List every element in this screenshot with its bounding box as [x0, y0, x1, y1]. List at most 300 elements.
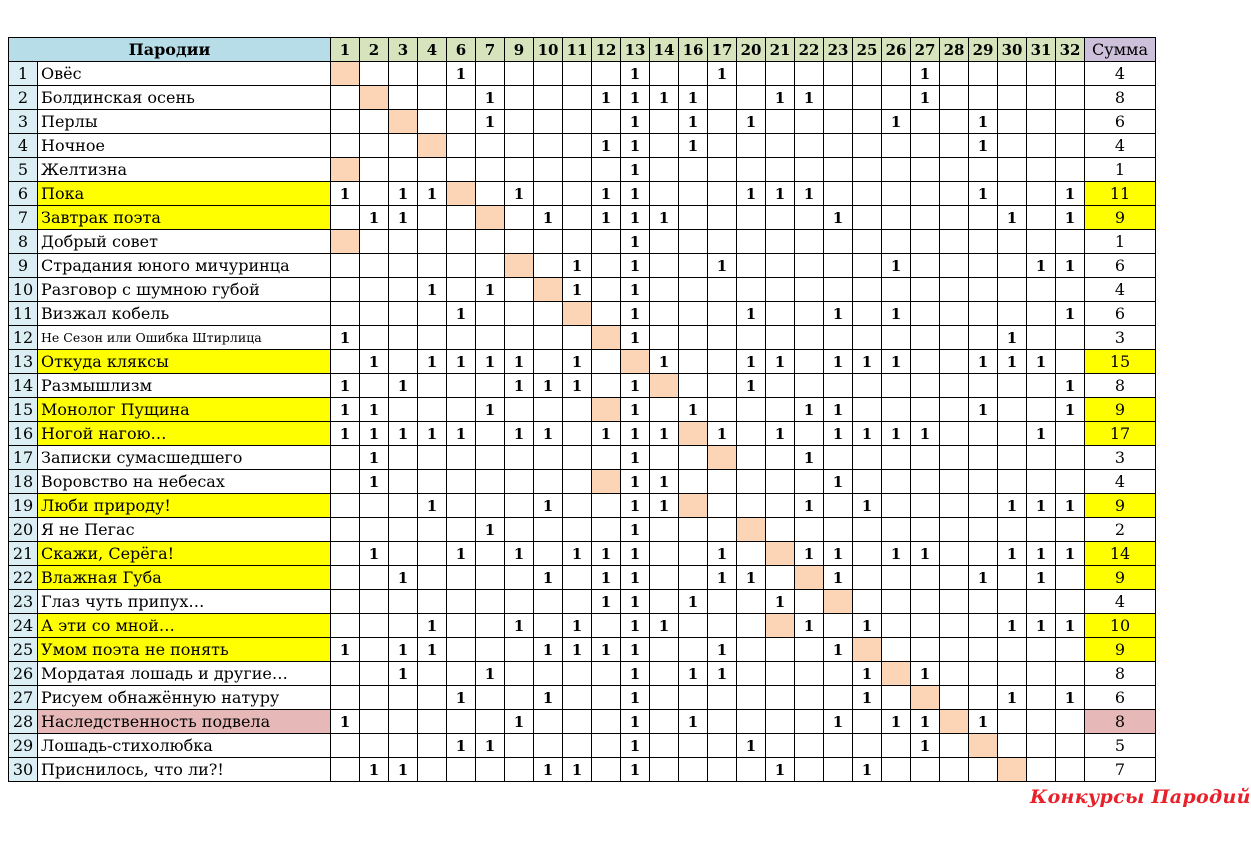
- empty-cell: [650, 302, 679, 326]
- sum-cell: 10: [1085, 614, 1156, 638]
- table-row: [9, 446, 1156, 470]
- empty-cell: [969, 62, 998, 86]
- row-number: 13: [9, 350, 38, 374]
- self-vote-cell: [331, 230, 360, 254]
- vote-cell: 1: [853, 494, 882, 518]
- vote-cell: 1: [534, 566, 563, 590]
- vote-cell: 1: [534, 638, 563, 662]
- vote-cell: 1: [911, 734, 940, 758]
- vote-cell: 1: [621, 86, 650, 110]
- self-vote-cell: [998, 758, 1027, 782]
- empty-cell: [534, 662, 563, 686]
- empty-cell: [795, 206, 824, 230]
- vote-cell: 1: [331, 398, 360, 422]
- vote-cell: 1: [418, 614, 447, 638]
- empty-cell: [824, 230, 853, 254]
- table-row: [9, 638, 1156, 662]
- vote-cell: 1: [505, 542, 534, 566]
- parody-title: Приснилось, что ли?!: [38, 758, 331, 782]
- vote-cell: 1: [505, 182, 534, 206]
- empty-cell: [824, 494, 853, 518]
- empty-cell: [563, 662, 592, 686]
- empty-cell: [476, 134, 505, 158]
- empty-cell: [853, 326, 882, 350]
- sum-cell: 3: [1085, 446, 1156, 470]
- empty-cell: [476, 566, 505, 590]
- empty-cell: [766, 662, 795, 686]
- vote-cell: 1: [534, 758, 563, 782]
- empty-cell: [360, 326, 389, 350]
- empty-cell: [679, 62, 708, 86]
- vote-cell: 1: [447, 62, 476, 86]
- empty-cell: [360, 374, 389, 398]
- empty-cell: [1027, 446, 1056, 470]
- empty-cell: [331, 446, 360, 470]
- empty-cell: [331, 758, 360, 782]
- table-row: [9, 590, 1156, 614]
- vote-cell: 1: [708, 62, 737, 86]
- empty-cell: [998, 374, 1027, 398]
- vote-cell: 1: [476, 734, 505, 758]
- empty-cell: [853, 62, 882, 86]
- empty-cell: [534, 518, 563, 542]
- column-header-1: 1: [331, 38, 360, 62]
- empty-cell: [389, 470, 418, 494]
- column-header-16: 16: [679, 38, 708, 62]
- sum-cell: 8: [1085, 374, 1156, 398]
- empty-cell: [708, 158, 737, 182]
- empty-cell: [708, 182, 737, 206]
- vote-cell: 1: [911, 542, 940, 566]
- vote-cell: 1: [853, 758, 882, 782]
- empty-cell: [476, 374, 505, 398]
- empty-cell: [853, 134, 882, 158]
- empty-cell: [766, 302, 795, 326]
- empty-cell: [998, 638, 1027, 662]
- empty-cell: [940, 230, 969, 254]
- column-header-22: 22: [795, 38, 824, 62]
- empty-cell: [331, 134, 360, 158]
- empty-cell: [1027, 230, 1056, 254]
- vote-cell: 1: [505, 614, 534, 638]
- vote-cell: 1: [418, 422, 447, 446]
- empty-cell: [708, 710, 737, 734]
- vote-cell: 1: [737, 734, 766, 758]
- empty-cell: [418, 398, 447, 422]
- empty-cell: [679, 758, 708, 782]
- empty-cell: [853, 734, 882, 758]
- empty-cell: [360, 518, 389, 542]
- empty-cell: [360, 158, 389, 182]
- self-vote-cell: [563, 302, 592, 326]
- empty-cell: [476, 614, 505, 638]
- parody-title: Ногой нагою…: [38, 422, 331, 446]
- column-header-31: 31: [1027, 38, 1056, 62]
- empty-cell: [679, 470, 708, 494]
- vote-cell: 1: [737, 302, 766, 326]
- empty-cell: [998, 590, 1027, 614]
- empty-cell: [389, 686, 418, 710]
- vote-cell: 1: [621, 566, 650, 590]
- empty-cell: [708, 614, 737, 638]
- vote-cell: 1: [476, 350, 505, 374]
- vote-cell: 1: [505, 350, 534, 374]
- vote-cell: 1: [534, 494, 563, 518]
- vote-cell: 1: [592, 134, 621, 158]
- table-row: [9, 398, 1156, 422]
- column-header-6: 6: [447, 38, 476, 62]
- empty-cell: [766, 134, 795, 158]
- self-vote-cell: [534, 278, 563, 302]
- empty-cell: [447, 86, 476, 110]
- empty-cell: [447, 710, 476, 734]
- empty-cell: [882, 158, 911, 182]
- table-row: [9, 158, 1156, 182]
- empty-cell: [853, 254, 882, 278]
- empty-cell: [940, 62, 969, 86]
- vote-cell: 1: [998, 206, 1027, 230]
- self-vote-cell: [737, 518, 766, 542]
- empty-cell: [795, 758, 824, 782]
- row-number: 4: [9, 134, 38, 158]
- vote-cell: 1: [476, 86, 505, 110]
- empty-cell: [737, 662, 766, 686]
- vote-cell: 1: [679, 662, 708, 686]
- empty-cell: [1056, 566, 1085, 590]
- empty-cell: [737, 494, 766, 518]
- empty-cell: [360, 182, 389, 206]
- empty-cell: [476, 686, 505, 710]
- empty-cell: [476, 422, 505, 446]
- empty-cell: [534, 470, 563, 494]
- vote-cell: 1: [679, 710, 708, 734]
- empty-cell: [708, 110, 737, 134]
- empty-cell: [650, 278, 679, 302]
- empty-cell: [795, 662, 824, 686]
- table-row: [9, 350, 1156, 374]
- row-number: 16: [9, 422, 38, 446]
- empty-cell: [563, 398, 592, 422]
- empty-cell: [1056, 446, 1085, 470]
- empty-cell: [940, 614, 969, 638]
- row-number: 3: [9, 110, 38, 134]
- vote-cell: 1: [592, 206, 621, 230]
- empty-cell: [824, 734, 853, 758]
- empty-cell: [940, 422, 969, 446]
- empty-cell: [882, 470, 911, 494]
- empty-cell: [998, 398, 1027, 422]
- empty-cell: [447, 662, 476, 686]
- sum-cell: 15: [1085, 350, 1156, 374]
- empty-cell: [911, 590, 940, 614]
- vote-cell: 1: [853, 422, 882, 446]
- empty-cell: [940, 494, 969, 518]
- empty-cell: [911, 398, 940, 422]
- vote-cell: 1: [563, 254, 592, 278]
- empty-cell: [447, 758, 476, 782]
- empty-cell: [737, 134, 766, 158]
- empty-cell: [853, 470, 882, 494]
- vote-cell: 1: [911, 86, 940, 110]
- self-vote-cell: [331, 158, 360, 182]
- empty-cell: [737, 326, 766, 350]
- empty-cell: [360, 710, 389, 734]
- empty-cell: [882, 446, 911, 470]
- empty-cell: [737, 686, 766, 710]
- vote-cell: 1: [331, 326, 360, 350]
- parody-title: Умом поэта не понять: [38, 638, 331, 662]
- empty-cell: [737, 446, 766, 470]
- empty-cell: [1027, 326, 1056, 350]
- empty-cell: [911, 374, 940, 398]
- vote-cell: 1: [621, 62, 650, 86]
- empty-cell: [389, 494, 418, 518]
- empty-cell: [563, 158, 592, 182]
- empty-cell: [447, 446, 476, 470]
- empty-cell: [418, 230, 447, 254]
- empty-cell: [882, 398, 911, 422]
- empty-cell: [331, 350, 360, 374]
- empty-cell: [766, 446, 795, 470]
- empty-cell: [1027, 758, 1056, 782]
- vote-cell: 1: [505, 710, 534, 734]
- self-vote-cell: [940, 710, 969, 734]
- vote-cell: 1: [389, 758, 418, 782]
- empty-cell: [563, 206, 592, 230]
- self-vote-cell: [911, 686, 940, 710]
- vote-cell: 1: [679, 86, 708, 110]
- row-number: 10: [9, 278, 38, 302]
- vote-cell: 1: [447, 686, 476, 710]
- empty-cell: [824, 62, 853, 86]
- empty-cell: [766, 518, 795, 542]
- empty-cell: [1056, 110, 1085, 134]
- empty-cell: [737, 254, 766, 278]
- self-vote-cell: [389, 110, 418, 134]
- vote-cell: 1: [766, 182, 795, 206]
- empty-cell: [1027, 86, 1056, 110]
- empty-cell: [882, 278, 911, 302]
- empty-cell: [650, 446, 679, 470]
- sum-cell: 1: [1085, 158, 1156, 182]
- empty-cell: [911, 470, 940, 494]
- table-row: [9, 542, 1156, 566]
- empty-cell: [940, 134, 969, 158]
- empty-cell: [418, 758, 447, 782]
- empty-cell: [882, 638, 911, 662]
- vote-cell: 1: [1056, 686, 1085, 710]
- empty-cell: [940, 350, 969, 374]
- table-row: [9, 86, 1156, 110]
- vote-cell: 1: [766, 350, 795, 374]
- self-vote-cell: [766, 614, 795, 638]
- empty-cell: [679, 446, 708, 470]
- empty-cell: [882, 182, 911, 206]
- vote-cell: 1: [969, 182, 998, 206]
- empty-cell: [853, 518, 882, 542]
- parody-title: Не Сезон или Ошибка Штирлица: [38, 326, 331, 350]
- empty-cell: [853, 278, 882, 302]
- empty-cell: [679, 686, 708, 710]
- empty-cell: [650, 566, 679, 590]
- vote-cell: 1: [563, 278, 592, 302]
- empty-cell: [476, 542, 505, 566]
- empty-cell: [795, 110, 824, 134]
- empty-cell: [389, 230, 418, 254]
- vote-cell: 1: [621, 758, 650, 782]
- empty-cell: [592, 158, 621, 182]
- empty-cell: [969, 158, 998, 182]
- empty-cell: [389, 86, 418, 110]
- empty-cell: [940, 86, 969, 110]
- empty-cell: [969, 326, 998, 350]
- column-header-28: 28: [940, 38, 969, 62]
- vote-cell: 1: [795, 86, 824, 110]
- empty-cell: [795, 638, 824, 662]
- empty-cell: [824, 662, 853, 686]
- vote-cell: 1: [1027, 422, 1056, 446]
- empty-cell: [476, 254, 505, 278]
- empty-cell: [447, 134, 476, 158]
- vote-cell: 1: [360, 542, 389, 566]
- vote-cell: 1: [621, 134, 650, 158]
- empty-cell: [505, 470, 534, 494]
- empty-cell: [534, 158, 563, 182]
- empty-cell: [882, 590, 911, 614]
- vote-cell: 1: [969, 710, 998, 734]
- vote-cell: 1: [824, 566, 853, 590]
- empty-cell: [650, 758, 679, 782]
- vote-cell: 1: [360, 206, 389, 230]
- empty-cell: [418, 206, 447, 230]
- empty-cell: [650, 542, 679, 566]
- empty-cell: [331, 254, 360, 278]
- empty-cell: [505, 686, 534, 710]
- vote-cell: 1: [621, 590, 650, 614]
- table-row: [9, 710, 1156, 734]
- empty-cell: [389, 350, 418, 374]
- table-row: [9, 494, 1156, 518]
- vote-cell: 1: [1056, 398, 1085, 422]
- empty-cell: [360, 230, 389, 254]
- vote-cell: 1: [360, 422, 389, 446]
- table-row: [9, 254, 1156, 278]
- empty-cell: [911, 134, 940, 158]
- empty-cell: [940, 470, 969, 494]
- empty-cell: [331, 662, 360, 686]
- empty-cell: [882, 494, 911, 518]
- empty-cell: [592, 662, 621, 686]
- vote-cell: 1: [882, 542, 911, 566]
- row-number: 9: [9, 254, 38, 278]
- empty-cell: [766, 62, 795, 86]
- vote-cell: 1: [824, 638, 853, 662]
- empty-cell: [650, 398, 679, 422]
- empty-cell: [331, 206, 360, 230]
- empty-cell: [389, 62, 418, 86]
- empty-cell: [998, 86, 1027, 110]
- empty-cell: [534, 134, 563, 158]
- vote-cell: 1: [1056, 302, 1085, 326]
- vote-cell: 1: [621, 422, 650, 446]
- empty-cell: [418, 542, 447, 566]
- empty-cell: [737, 86, 766, 110]
- parody-title: Откуда кляксы: [38, 350, 331, 374]
- empty-cell: [650, 182, 679, 206]
- empty-cell: [969, 590, 998, 614]
- empty-cell: [679, 542, 708, 566]
- empty-cell: [563, 230, 592, 254]
- empty-cell: [737, 62, 766, 86]
- self-vote-cell: [824, 590, 853, 614]
- empty-cell: [389, 518, 418, 542]
- empty-cell: [679, 614, 708, 638]
- column-header-4: 4: [418, 38, 447, 62]
- parody-title: Желтизна: [38, 158, 331, 182]
- empty-cell: [360, 254, 389, 278]
- vote-cell: 1: [650, 86, 679, 110]
- empty-cell: [853, 206, 882, 230]
- empty-cell: [882, 134, 911, 158]
- empty-cell: [563, 134, 592, 158]
- self-vote-cell: [708, 446, 737, 470]
- vote-cell: 1: [708, 542, 737, 566]
- empty-cell: [1056, 86, 1085, 110]
- empty-cell: [853, 158, 882, 182]
- vote-cell: 1: [998, 686, 1027, 710]
- vote-cell: 1: [708, 422, 737, 446]
- empty-cell: [505, 206, 534, 230]
- empty-cell: [360, 110, 389, 134]
- vote-cell: 1: [621, 662, 650, 686]
- empty-cell: [650, 110, 679, 134]
- empty-cell: [476, 446, 505, 470]
- self-vote-cell: [679, 422, 708, 446]
- vote-cell: 1: [1027, 614, 1056, 638]
- empty-cell: [360, 62, 389, 86]
- empty-cell: [708, 758, 737, 782]
- parody-title: Перлы: [38, 110, 331, 134]
- vote-cell: 1: [795, 542, 824, 566]
- vote-cell: 1: [534, 374, 563, 398]
- empty-cell: [853, 182, 882, 206]
- empty-cell: [360, 134, 389, 158]
- empty-cell: [389, 326, 418, 350]
- empty-cell: [940, 182, 969, 206]
- empty-cell: [766, 710, 795, 734]
- empty-cell: [476, 182, 505, 206]
- vote-cell: 1: [621, 614, 650, 638]
- empty-cell: [795, 470, 824, 494]
- table-row: [9, 62, 1156, 86]
- empty-cell: [331, 278, 360, 302]
- empty-cell: [737, 614, 766, 638]
- empty-cell: [737, 398, 766, 422]
- empty-cell: [940, 518, 969, 542]
- empty-cell: [911, 206, 940, 230]
- empty-cell: [418, 446, 447, 470]
- empty-cell: [998, 710, 1027, 734]
- empty-cell: [679, 566, 708, 590]
- vote-cell: 1: [360, 350, 389, 374]
- empty-cell: [360, 734, 389, 758]
- table-row: [9, 374, 1156, 398]
- empty-cell: [1056, 758, 1085, 782]
- empty-cell: [679, 518, 708, 542]
- vote-cell: 1: [476, 278, 505, 302]
- sum-cell: 9: [1085, 566, 1156, 590]
- empty-cell: [679, 206, 708, 230]
